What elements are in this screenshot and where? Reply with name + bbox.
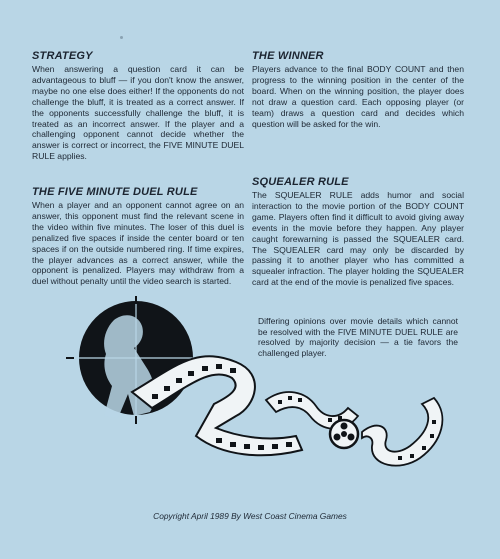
film-strip-curl-icon [362,398,442,466]
strategy-text: When answering a question card it can be advantageous to bluff — if you don't know the answer, maybe no one else does either! If the opponents do not challenge the bluff, it is treated as a correct answer. If the opponents successfully challenge the bluff, it is treated as an incorrect answer. If the player and a challenging opponent cannot decide whether the answer is correct or incorrect, the FIVE MINUTE DUEL RULE applies. [32,64,244,162]
winner-text: Players advance to the final BODY COUNT and then progress to the winning position in the center of the board. When on the winning position, the player does not draw a question card. Each opposing player (or team) draws a question card and decides which question will be asked for the win. [252,64,464,129]
paper-speck [120,36,123,39]
squealer-heading: SQUEALER RULE [252,176,349,188]
duel-text: When a player and an opponent cannot agree on an answer, this opponent must find the relevant scene in the video within five minutes. The loser of this duel is penalized five spaces if inside the center board or ten spaces if on the outside numbered ring. If time expires, the player advances as a correct answer, while the opponent is penalized. Players may withdraw from a duel without penalty until the video search is started. [32,200,244,287]
strategy-heading: STRATEGY [32,50,93,62]
winner-heading: THE WINNER [252,50,324,62]
crosshair-scope-icon [66,296,206,424]
squealer-section [252,176,464,288]
duel-heading: THE FIVE MINUTE DUEL RULE [32,186,198,198]
winner-section [252,50,464,129]
film-reel-icon [330,420,358,448]
squealer-text: The SQUEALER RULE adds humor and social interaction to the movie portion of the BODY COUNT game. Players often find it difficult to avoid giving away events in the movie before they happen. Any player caught forewarning is passed the SQUEALER card. The SQUEALER card may only be discarded by passing it to another player who has committed a squealer infraction. The player holding the SQUEALER card at the end of the movie is penalized five spaces. [252,190,464,288]
copyright-line: Copyright April 1989 By West Coast Cinema Games [153,511,347,521]
dispute-note-text: Differing opinions over movie details which cannot be resolved with the FIVE MINUTE DUEL RULE are resolved by majority decision — a tie favors the challenged player. [258,316,458,359]
crosshair-film-illustration [66,296,486,486]
duel-section [32,186,244,287]
strategy-section [32,50,244,162]
